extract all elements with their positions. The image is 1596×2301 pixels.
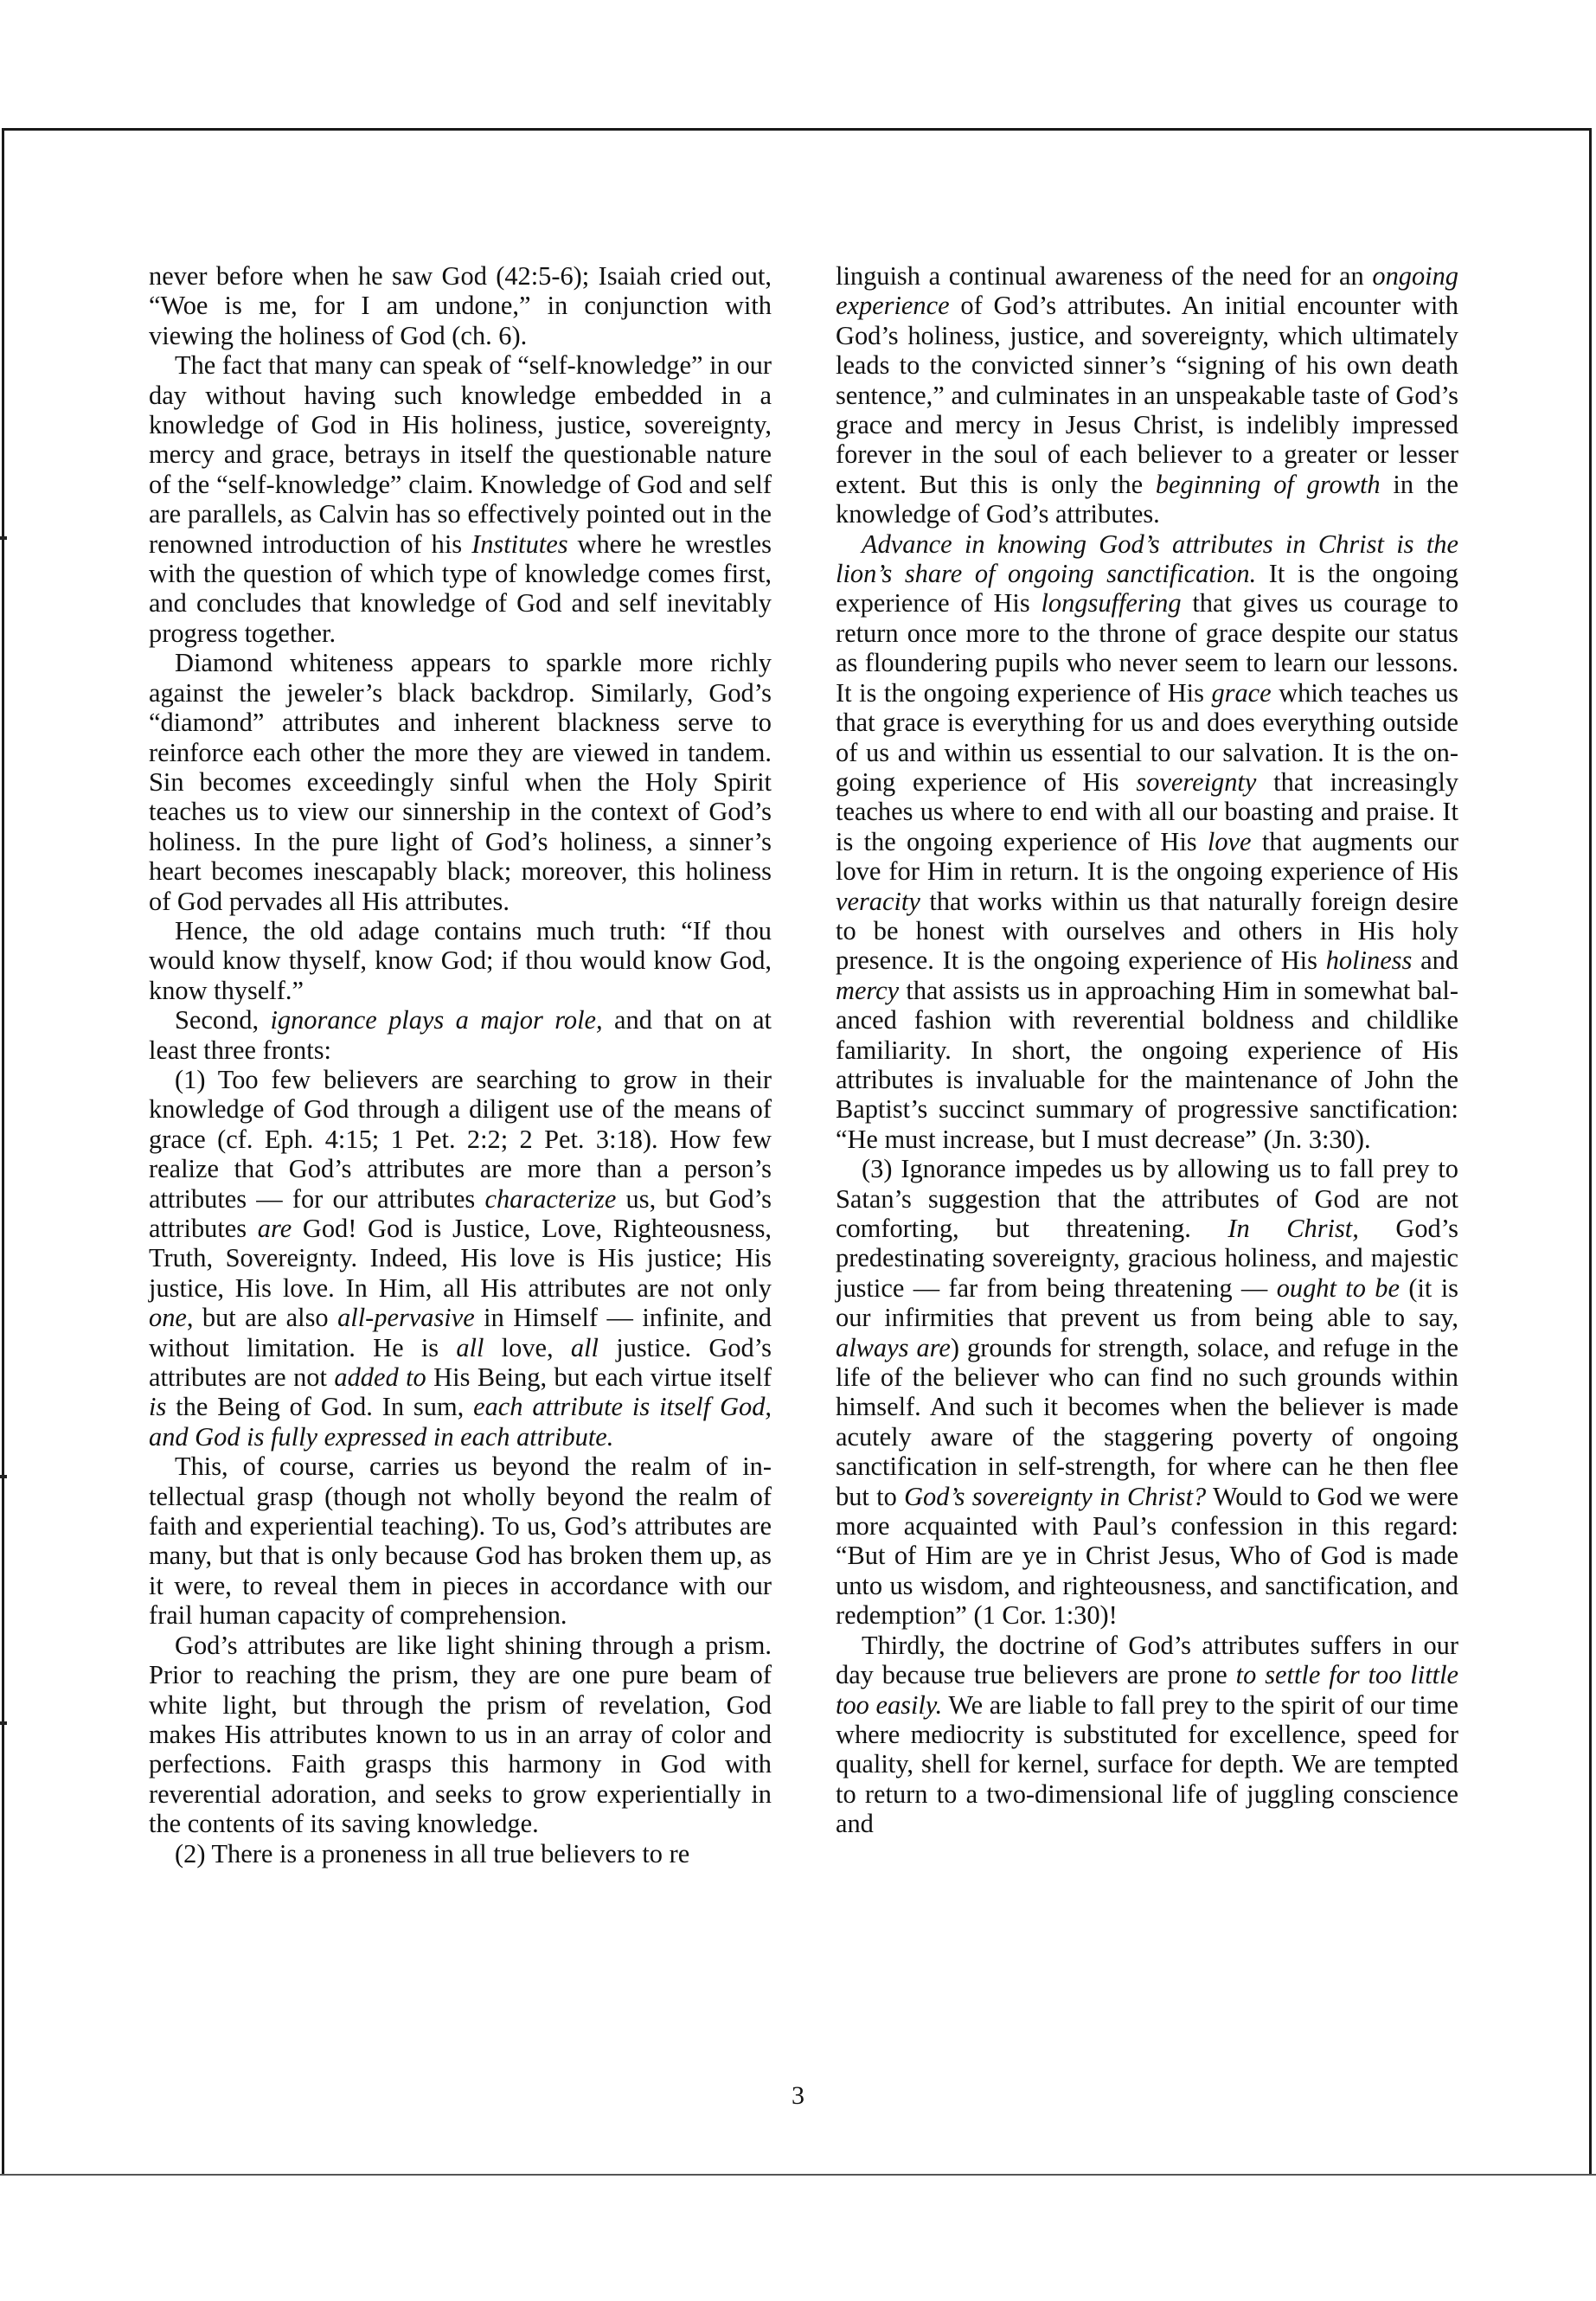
- paragraph-text: which teaches us that grace is everything for us and does everything outside of us and within us essential to our salvation. It is the ongoing experience of His: [836, 677, 1458, 797]
- bottom-rule: [0, 2174, 1596, 2176]
- italic-text: is: [149, 1392, 167, 1422]
- paragraph-text: God’s predestinating sovereignty, gracious holiness, and majestic justice — far from being threatening —: [836, 1214, 1458, 1303]
- paragraph-text: This, of course, carries us beyond the realm of intellectual grasp (though not wholly beyond the realm of faith and experiential teaching). To us, God’s attributes are many, but that is only because God has broken them up, as it were, to reveal them in pieces in accordance with our frail human capacity of comprehension.: [149, 1452, 772, 1631]
- paragraph-text: (it is our infirmities that prevent us from being able to say,: [836, 1272, 1458, 1333]
- paragraph-text: Hence, the old adage contains much truth: “If thou would know thyself, know God; if thou would know God, know thyself.”: [149, 915, 772, 1005]
- paragraph-text: in the knowledge of God’s attributes.: [836, 469, 1458, 529]
- paragraph-text: and that on at least three fronts:: [149, 1005, 772, 1065]
- italic-text: Institutes: [471, 529, 568, 559]
- italic-text: one: [149, 1303, 187, 1333]
- paragraph-text: We are liable to fall prey to the spirit of our time where mediocrity is substituted for excellence, speed for quality, shell for kernel, surface for depth. We are tempted to return to a two-dimensional life of juggling conscience and: [836, 1689, 1458, 1839]
- body-paragraph: [149, 1631, 772, 1839]
- italic-text: all: [456, 1332, 484, 1362]
- body-paragraph: [149, 916, 772, 1005]
- paragraph-text: where he wrestles with the question of which type of knowledge comes first, and concludes that knowledge of God and self inevitably progress together.: [149, 529, 772, 648]
- paragraph-text: , but are also: [186, 1303, 338, 1333]
- body-paragraph: [836, 1154, 1458, 1631]
- body-paragraph: [149, 350, 772, 648]
- paragraph-text: (2) There is a proneness in all true believers to re: [175, 1838, 690, 1868]
- paragraph-text: (1) Too few believers are searching to grow in their knowledge of God through a diligent use of the means of grace (cf. Eph. 4:15; 1 Pet. 2:2; 2 Pet. 3:18). How few realize that God’s attributes are more than a person’s attributes — for our attributes: [149, 1064, 772, 1214]
- scan-mark: [0, 1475, 7, 1478]
- right-column: [836, 261, 1458, 1839]
- italic-text: ought to be: [1276, 1272, 1400, 1303]
- italic-text: are: [257, 1214, 292, 1243]
- italic-text: added to: [334, 1362, 426, 1393]
- italic-text: grace: [1211, 677, 1272, 708]
- italic-text: ongoing experience: [836, 261, 1458, 321]
- paragraph-text: (3) Ignorance impedes us by allowing us to fall prey to Satan’s suggestion that the attributes of God are not comforting, but threatening.: [836, 1154, 1458, 1243]
- paragraph-text: Thirdly, the doctrine of God’s attributes suffers in our day because true believers are prone: [836, 1630, 1458, 1690]
- paragraph-text: never before when he saw God (42:5-6); Isaiah cried out, “Woe is me, for I am undone,” in conjunction with viewing the holiness of God (ch. 6).: [149, 261, 772, 350]
- scan-mark: [0, 1721, 7, 1725]
- italic-text: always are: [836, 1332, 951, 1362]
- body-paragraph: [149, 1452, 772, 1630]
- body-paragraph: [149, 648, 772, 916]
- paragraph-text: love,: [484, 1332, 571, 1362]
- italic-text: to settle for too little too easily.: [836, 1660, 1459, 1720]
- italic-text: God’s sovereignty in Christ?: [904, 1481, 1207, 1511]
- italic-text: In Christ,: [1227, 1214, 1359, 1243]
- left-column: [149, 261, 772, 1868]
- paragraph-text: God! God is Justice, Love, Righteousness, Truth, Sovereignty. Indeed, His love is His justice; His justice, His love. In Him, all His attributes are not only: [149, 1214, 772, 1303]
- italic-text: mercy: [836, 975, 900, 1005]
- paragraph-text: Would to God we were more acquainted with Paul’s confession in this regard: “But of Him are ye in Christ Jesus, Who of God is made unto us wisdom, and righteousness, and sanctification, and redemption” (1 Cor. 1:30)!: [836, 1481, 1458, 1631]
- body-paragraph: [836, 529, 1458, 1155]
- paragraph-text: God’s attributes are like light shining through a prism. Prior to reaching the prism, they are one pure beam of white light, but through the prism of revelation, God makes His attributes known to us in an array of color and perfections. Faith grasps this harmony in God with reverential adoration, and seeks to grow experientially in the contents of its saving knowledge.: [149, 1630, 772, 1839]
- paragraph-text: of God’s attributes. An initial encounter with God’s holiness, justice, and sovereignty, which ultimately leads to the convicted sinner’s “signing of his own death sentence,” and culminates in an unspeakable taste of God’s grace and mercy in Jesus Christ, is indelibly impressed forever in the soul of each believer to a greater or lesser extent. But this is only the: [836, 291, 1458, 499]
- paragraph-text: the Being of God. In sum,: [166, 1392, 474, 1422]
- page-number: 3: [792, 2081, 804, 2110]
- paragraph-text: justice. God’s attributes are not: [149, 1332, 772, 1393]
- body-paragraph: [149, 1839, 772, 1868]
- paragraph-text: His Being, but each virtue itself: [426, 1362, 772, 1393]
- paragraph-text: The fact that many can speak of “self-knowledge” in our day without having such knowledge embedded in a knowledge of God in His holiness, justice, sovereignty, mercy and grace, betrays in itself the questionable nature of the “self-knowledge” claim. Knowledge of God and self are parallels, as Calvin has so effectively pointed out in the renowned introduction of his: [149, 350, 772, 559]
- scan-mark: [0, 536, 7, 540]
- paragraph-text: and: [1412, 945, 1458, 976]
- italic-text: longsuffering: [1041, 588, 1182, 619]
- italic-text: characterize: [484, 1183, 617, 1214]
- italic-text: sovereignty: [1136, 766, 1257, 797]
- body-paragraph: [836, 1631, 1458, 1839]
- paragraph-text: It is the ongoing experience of His: [836, 559, 1458, 619]
- italic-text: beginning of growth: [1155, 469, 1381, 499]
- paragraph-text: in Himself — infinite, and without limitation. He is: [149, 1303, 772, 1362]
- paragraph-text: ) grounds for strength, solace, and refuge in the life of the believer who can find no such grounds within himself. And such it becomes when the believer is made acutely aware of the staggering poverty of ongoing sanctification in self-strength, for where can he then flee but to: [836, 1332, 1458, 1511]
- body-paragraph: [836, 261, 1458, 529]
- italic-text: Advance in knowing God’s attributes in Christ is the lion’s share of ongoing sanctification.: [836, 529, 1458, 589]
- paragraph-text: that works within us that naturally foreign desire to be honest with ourselves and others in His holy presence. It is the ongoing experience of His: [836, 886, 1458, 976]
- paragraph-text: that gives us courage to return once more to the throne of grace despite our status as floundering pupils who never seem to learn our lessons. It is the ongoing experience of His: [836, 588, 1459, 708]
- italic-text: all: [570, 1332, 599, 1362]
- paragraph-text: that augments our love for Him in return. It is the ongoing experience of His: [836, 826, 1458, 887]
- italic-text: each attribute is itself God, and God is fully expressed in each attribute.: [149, 1392, 772, 1452]
- paragraph-text: that assists us in approaching Him in somewhat balanced fashion with reverential boldness and childlike familiarity. In short, the ongoing experience of His attributes is invaluable for the maintenance of John the Baptist’s succinct summary of progressive sanctification: “He must increase, but I must decrease” (Jn. 3:30).: [836, 975, 1458, 1154]
- italic-text: veracity: [836, 886, 920, 916]
- italic-text: love: [1207, 826, 1252, 856]
- italic-text: ignorance plays a major role,: [270, 1005, 603, 1035]
- body-paragraph: [149, 1065, 772, 1452]
- body-paragraph: [149, 1005, 772, 1065]
- body-paragraph: [149, 261, 772, 350]
- paragraph-text: us, but God’s attributes: [149, 1183, 772, 1243]
- paragraph-text: that increasingly teaches us where to end with all our boasting and praise. It is the ongoing experience of His: [836, 766, 1458, 856]
- italic-text: all-pervasive: [337, 1303, 475, 1333]
- paragraph-text: linguish a continual awareness of the need for an: [836, 261, 1373, 291]
- paragraph-text: Diamond whiteness appears to sparkle more richly against the jeweler’s black backdrop. Similarly, God’s “diamond” attributes and inherent blackness serve to reinforce each other the more they are viewed in tandem. Sin becomes exceedingly sinful when the Holy Spirit teaches us to view our sinnership in the context of God’s holiness. In the pure light of God’s holiness, a sinner’s heart becomes inescapably black; moreover, this holiness of God pervades all His attributes.: [149, 648, 772, 916]
- italic-text: holiness: [1325, 945, 1413, 976]
- paragraph-text: Second,: [175, 1005, 271, 1035]
